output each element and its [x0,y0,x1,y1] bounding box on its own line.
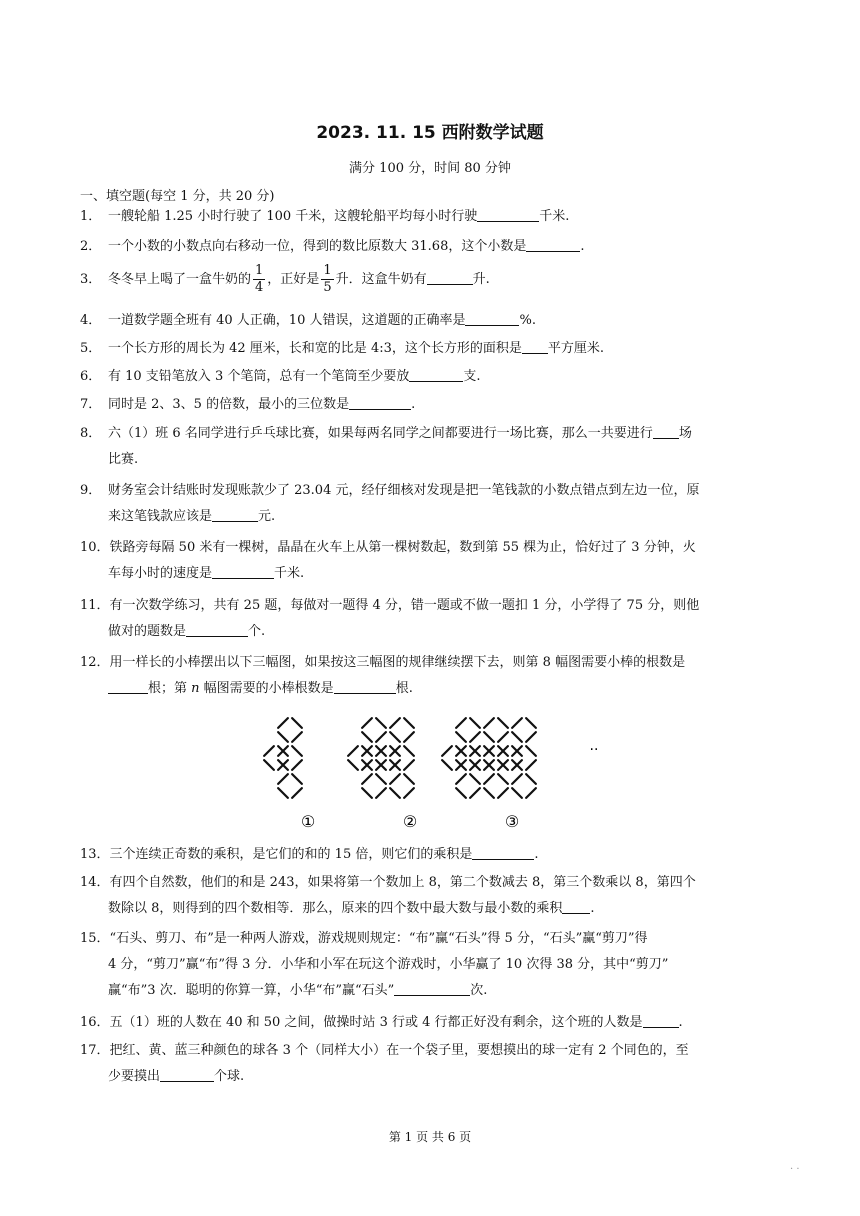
corner-mark: · · [790,1164,800,1175]
question-text: 千米. [274,566,305,581]
question-text: . [590,901,595,916]
question-number: 13． [80,847,110,862]
stick [484,774,494,784]
question-text: 升．这盒牛奶有 [335,272,427,287]
question-7 [80,392,790,418]
stick-pattern-figure [250,712,610,832]
stick [526,760,536,770]
stick [292,774,302,784]
question-2 [80,234,790,260]
stick [484,732,494,742]
question-text: 有 10 支铅笔放入 3 个笔筒，总有一个笔筒至少要放 [108,369,410,384]
answer-blank[interactable] [394,981,470,996]
question-text: 根. [395,681,413,696]
question-number: 9． [80,483,102,498]
question-number: 7． [80,397,102,412]
question-number: 17． [80,1043,110,1058]
stick [264,746,274,756]
question-text: 数除以 8，则得到的四个数相等．那么，原来的四个数中最大数与最小数的乘积 [108,901,563,916]
page-footer: 第 1 页 共 6 页 [388,1130,472,1144]
question-text: 六（1）班 6 名同学进行乒乓球比赛，如果每两名同学之间都要进行一场比赛，那么一共要进行 [108,426,653,441]
stick [404,788,414,798]
page-subtitle: 满分 100 分，时间 80 分钟 [349,161,511,176]
question-13 [80,842,790,868]
stick [376,718,386,728]
question-text: 赢“布”3 次．聪明的你算一算，小华“布”赢“石头” [108,983,395,998]
stick [390,718,400,728]
question-text: 一个小数的小数点向右移动一位，得到的数比原数大 31.68，这个小数是 [108,239,527,254]
fraction: $\frac{1}{5}$ [323,263,332,295]
stick [362,774,372,784]
question-text: 三个连续正奇数的乘积，是它们的和的 15 倍，则它们的乘积是 [109,847,473,862]
answer-blank[interactable] [653,424,679,439]
figure-label-1: ① [300,812,316,831]
question-text: 少要摸出 [108,1069,161,1084]
page-title: 2023. 11. 15 西附数学试题 [316,123,544,143]
stick [278,788,288,798]
stick [512,788,522,798]
stick [404,718,414,728]
question-text: 平方厘米. [547,341,605,356]
question-text: 次. [470,983,488,998]
question-text: 个球. [214,1069,245,1084]
question-text: 来这笔钱款应该是 [108,509,213,524]
question-text: 冬冬早上喝了一盒牛奶的 [108,272,252,287]
answer-blank[interactable] [526,237,580,252]
stick [404,746,414,756]
stick [376,732,386,742]
question-text: ，正好是 [267,272,320,287]
stick [526,718,536,728]
question-number: 5． [80,341,102,356]
stick [470,718,480,728]
question-number: 4． [80,313,102,328]
answer-blank[interactable] [562,899,590,914]
question-number: 6． [80,369,102,384]
answer-blank[interactable] [472,845,534,860]
answer-blank[interactable] [427,270,473,285]
question-1 [80,204,790,230]
stick [292,760,302,770]
continuation-dots: ·· [589,742,599,758]
question-text: 一个长方形的周长为 42 厘米，长和宽的比是 4:3，这个长方形的面积是 [108,341,522,356]
question-text: 根；第 [148,681,188,696]
stick [404,774,414,784]
answer-blank[interactable] [212,564,274,579]
stick [362,788,372,798]
question-number: 8． [80,426,102,441]
question-text: 铁路旁每隔 50 米有一棵树，晶晶在火车上从第一棵树数起，数到第 55 棵为止，恰好过了 3 分钟，火 [109,540,696,555]
question-number: 10． [80,540,110,555]
question-text: 一道数学题全班有 40 人正确，10 人错误，这道题的正确率是 [108,313,466,328]
question-number: 3． [80,272,102,287]
stick [292,732,302,742]
stick [442,760,452,770]
stick [376,788,386,798]
stick [362,718,372,728]
stick [456,788,466,798]
answer-blank[interactable] [212,507,258,522]
question-text: 个. [248,624,266,639]
stick [470,774,480,784]
answer-blank[interactable] [643,1013,679,1028]
question-text: 升. [472,272,490,287]
question-text: 场 [678,426,692,441]
question-number: 14． [80,875,110,890]
question-10 [80,535,790,587]
answer-blank[interactable] [334,679,396,694]
stick [278,774,288,784]
question-text: 做对的题数是 [108,624,187,639]
question-text: 比赛. [108,452,139,467]
question-12 [80,650,790,702]
stick [278,732,288,742]
stick [526,774,536,784]
question-number: 12． [80,655,110,670]
answer-blank[interactable] [108,679,148,694]
answer-blank[interactable] [349,395,411,410]
stick [470,788,480,798]
question-11 [80,593,790,645]
stick [526,732,536,742]
question-9 [80,478,790,530]
stick [390,788,400,798]
stick [456,732,466,742]
question-6 [80,364,790,390]
stick [470,732,480,742]
question-16 [80,1010,790,1036]
question-text: 支. [463,369,481,384]
stick [498,718,508,728]
figure-label-3: ③ [504,812,520,831]
question-15 [80,926,790,1004]
stick [498,732,508,742]
question-text: 把红、黄、蓝三种颜色的球各 3 个（同样大小）在一个袋子里，要想摸出的球一定有 2 个同色的，至 [109,1043,689,1058]
stick [526,788,536,798]
answer-blank[interactable] [477,207,539,222]
variable-n: n [191,681,200,696]
answer-blank[interactable] [186,622,248,637]
stick [376,774,386,784]
stick [484,718,494,728]
question-17 [80,1038,790,1090]
question-8 [80,421,790,473]
stick [390,774,400,784]
question-number: 1． [80,209,102,224]
question-text: 幅图需要的小棒根数是 [203,681,334,696]
question-number: 11． [80,598,110,613]
question-number: 16． [80,1015,110,1030]
question-text: 用一样长的小棒摆出以下三幅图，如果按这三幅图的规律继续摆下去，则第 8 幅图需要小棒的根数是 [109,655,686,670]
stick [292,788,302,798]
question-text: 4 分，“剪刀”赢“布”得 3 分．小华和小军在玩这个游戏时，小华赢了 10 次得 38 分，其中“剪刀” [108,957,669,972]
stick [404,732,414,742]
question-text: 财务室会计结账时发现账款少了 23.04 元，经仔细核对发现是把一笔钱款的小数点错点到左边一位，原 [108,483,700,498]
stick [512,732,522,742]
stick [348,760,358,770]
question-text: . [580,239,585,254]
stick [456,718,466,728]
question-text: 有一次数学练习，共有 25 题，每做对一题得 4 分，错一题或不做一题扣 1 分，小学得了 75 分，则他 [109,598,700,613]
stick [390,732,400,742]
stick [498,774,508,784]
question-text: . [534,847,539,862]
question-text: 同时是 2、3、5 的倍数，最小的三位数是 [108,397,350,412]
stick [484,788,494,798]
answer-blank[interactable] [160,1067,214,1082]
question-text: 有四个自然数，他们的和是 243，如果将第一个数加上 8，第二个数减去 8，第三个数乘以 8，第四个 [109,875,696,890]
question-text: %. [519,313,536,328]
question-5 [80,336,790,362]
section-heading: 一、填空题(每空 1 分，共 20 分) [80,189,275,204]
question-number: 15． [80,931,110,946]
question-text: . [678,1015,683,1030]
question-text: 五（1）班的人数在 40 和 50 之间，做操时站 3 行或 4 行都正好没有剩余，这个班的人数是 [109,1015,643,1030]
stick [292,746,302,756]
stick [292,718,302,728]
question-number: 2． [80,239,102,254]
answer-blank[interactable] [409,367,463,382]
fraction: $\frac{1}{4}$ [255,263,264,295]
stick [512,718,522,728]
stick [278,718,288,728]
question-text: 千米. [539,209,570,224]
stick [362,732,372,742]
answer-blank[interactable] [522,339,548,354]
stick [442,746,452,756]
figure-label-2: ② [402,812,418,831]
stick [404,760,414,770]
question-text: 元. [258,509,276,524]
answer-blank[interactable] [465,311,519,326]
stick [264,760,274,770]
stick [348,746,358,756]
question-text: 车每小时的速度是 [108,566,213,581]
question-4 [80,308,790,334]
question-text: “石头、剪刀、布”是一种两人游戏，游戏规则规定：“布”赢“石头”得 5 分，“石头”赢“剪刀”得 [109,931,648,946]
stick [498,788,508,798]
stick [526,746,536,756]
stick [456,774,466,784]
question-text: 一艘轮船 1.25 小时行驶了 100 千米，这艘轮船平均每小时行驶 [108,209,478,224]
stick [512,774,522,784]
question-text: . [411,397,416,412]
question-14 [80,870,790,922]
question-3 [80,262,790,298]
